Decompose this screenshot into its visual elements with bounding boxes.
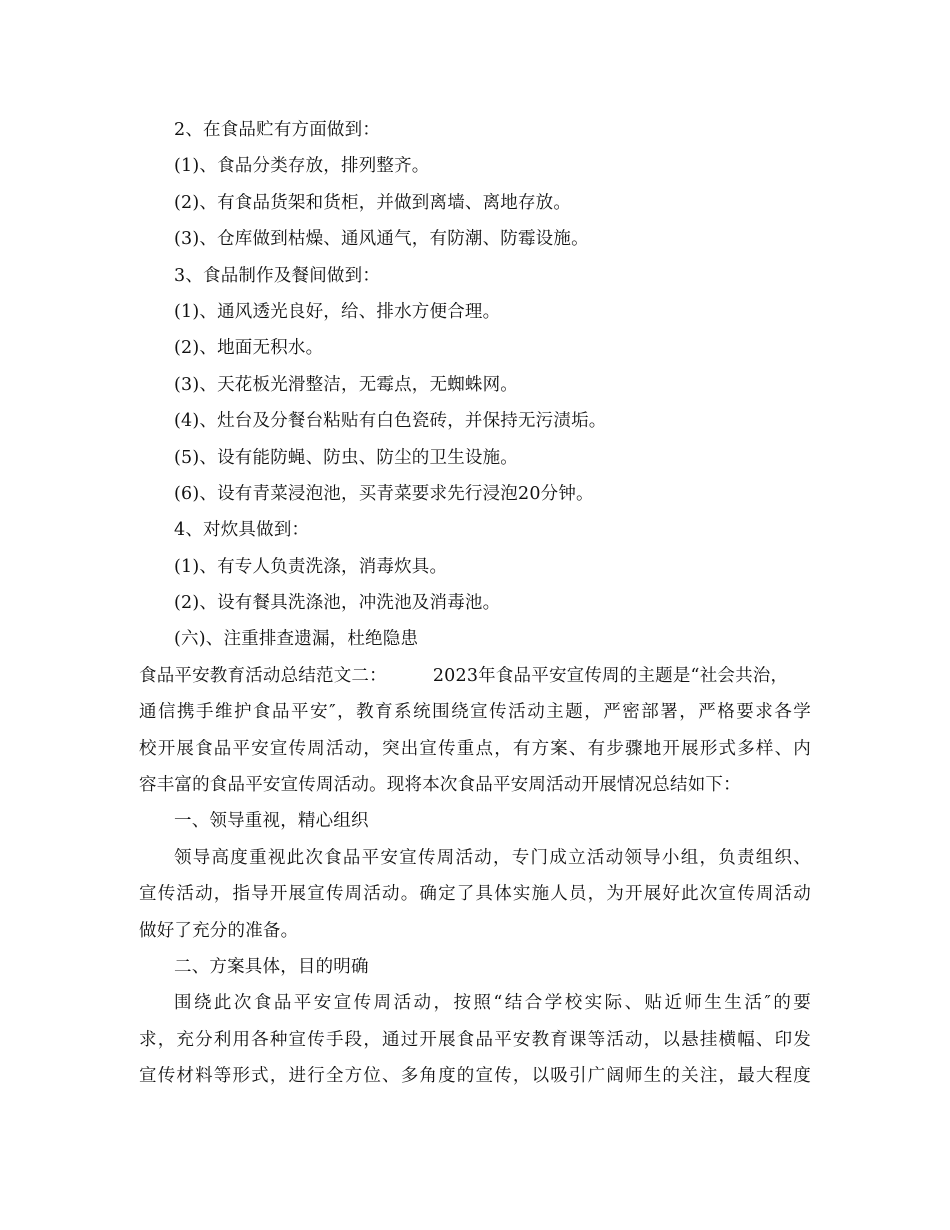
section2-intro-first-line (139, 658, 811, 694)
list-item: 4、对炊具做到： (174, 520, 310, 541)
list-item: (1)、有专人负责洗涤，消毒炊具。 (174, 556, 448, 577)
paragraph-line: 校开展食品平安宣传周活动，突出宣传重点，有方案、有步骤地开展形式多样、内 (139, 738, 811, 759)
paragraph-line: 求，充分利用各种宣传手段，通过开展食品平安教育课等活动，以悬挂横幅、印发 (139, 1029, 811, 1050)
paragraph-line: 领导高度重视此次食品平安宣传周活动，专门成立活动领导小组，负责组织、 (174, 847, 811, 868)
section2-intro (139, 694, 811, 803)
paragraph-line: 宣传材料等形式，进行全方位、多角度的宣传，以吸引广阔师生的关注，最大程度 (139, 1066, 811, 1087)
paragraph (139, 840, 811, 949)
subsection-heading: 二、方案具体，目的明确 (174, 957, 369, 978)
paragraph-line: 围绕此次食品平安宣传周活动，按照“结合学校实际、贴近师生生活″的要 (174, 993, 811, 1014)
section2-title: 食品平安教育活动总结范文二： (139, 665, 387, 686)
list-item: 2、在食品贮有方面做到： (174, 120, 381, 140)
list-item: (5)、设有能防蝇、防虫、防尘的卫生设施。 (174, 447, 518, 468)
list-item: (3)、天花板光滑整洁，无霉点，无蜘蛛网。 (174, 374, 518, 395)
section-heading: (六)、注重排查遗漏，杜绝隐患 (174, 629, 419, 650)
paragraph-line: 做好了充分的准备。 (139, 920, 299, 941)
subsection-heading: 一、领导重视，精心组织 (174, 811, 369, 832)
paragraph-line: 通信携手维护食品平安″，教育系统围绕宣传活动主题，严密部署，严格要求各学 (139, 702, 811, 723)
paragraph-line: 容丰富的食品平安宣传周活动。现将本次食品平安周活动开展情况总结如下： (139, 775, 741, 796)
list-item: (3)、仓库做到枯燥、通风通气，有防潮、防霉设施。 (174, 229, 589, 250)
list-item: (2)、设有餐具洗涤池，冲洗池及消毒池。 (174, 593, 501, 614)
section2-intro-start: 2023年食品平安宣传周的主题是“社会共治， (432, 665, 789, 686)
paragraph-line: 宣传活动，指导开展宣传周活动。确定了具体实施人员，为开展好此次宣传周活动 (139, 884, 811, 905)
document-body (139, 112, 811, 1095)
list-item: (1)、食品分类存放，排列整齐。 (174, 156, 430, 177)
list-item: 3、食品制作及餐间做到： (174, 265, 381, 286)
list-item: (2)、有食品货架和货柜，并做到离墙、离地存放。 (174, 192, 572, 213)
paragraph (139, 985, 811, 1094)
list-item: (1)、通风透光良好，给、排水方便合理。 (174, 301, 501, 322)
list-item: (2)、地面无积水。 (174, 338, 324, 359)
list-item: (6)、设有青菜浸泡池，买青菜要求先行浸泡20分钟。 (174, 483, 594, 504)
list-item: (4)、灶台及分餐台粘贴有白色瓷砖，并保持无污渍垢。 (174, 411, 607, 432)
